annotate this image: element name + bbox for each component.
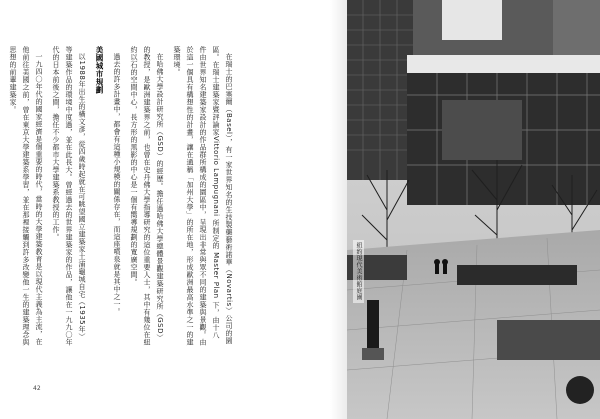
body-text-column bbox=[0, 46, 235, 346]
section-heading: 美國城市規劃 bbox=[95, 46, 104, 94]
body-paragraph: 在哈佛大學設計研究所（GSD）的經歷。擔任過哈佛大學總體景觀建築研究所（GSD）的教授，是歐洲建築界之前，也曾在史丹佛大學指導研究的這位重要人士，其中有幾位在紐約以石的空間中心，長方形的黑影的中心是一個有嚮導規劃的寬廣空間。 bbox=[130, 46, 164, 346]
body-paragraph: 過去的許多計畫中，都會有這種小規模的關係存在，而這座噴泉就是其中之一。 bbox=[113, 53, 121, 316]
page-number: 42 bbox=[33, 385, 41, 392]
courtyard-photo bbox=[347, 0, 600, 419]
body-paragraph: 在瑞士的巴塞爾（Basel），有一家世界知名的生技製藥藝術諾華（Novartis）公司的園區。在瑞士建築家暨評論家Vittorio Lampugnani 所制定的 Master Plan 下，由十八件由世界知名建築家設計的作品群所構成的園區中，呈現出非常與眾不同的建築與景觀。由於這一個具有構想性的計畫，讓在通稱「加州大學」的所在地，形成歐洲最高水準之一的建築環境。 bbox=[173, 46, 233, 346]
photo-caption: 紐約現代美術館庭園 bbox=[355, 242, 362, 301]
section-paragraph bbox=[0, 46, 2, 346]
section-paragraph: 以1988年出生的橫文彥，從四歲時起就在可眺望國立建築家土浦龜城自宅（1935年）等建築作品的環境中度過，並在此長大。曾經過去的世界建築家的作品，讓他在一九九〇年代的日本前後之間，擔任不少都市大學建築系教授的工作。 bbox=[52, 46, 86, 346]
gutter-shadow bbox=[330, 0, 347, 419]
section-paragraph: 一九四〇年代的國家經濟是個重要的時代，當時的大學建築教育是以現代主義為主流，在他前往美國之前，曾在東京大學建築系學習，並在那裡接觸到許多改變他一生的建築理念與思想的前輩建築家。 bbox=[9, 46, 43, 346]
